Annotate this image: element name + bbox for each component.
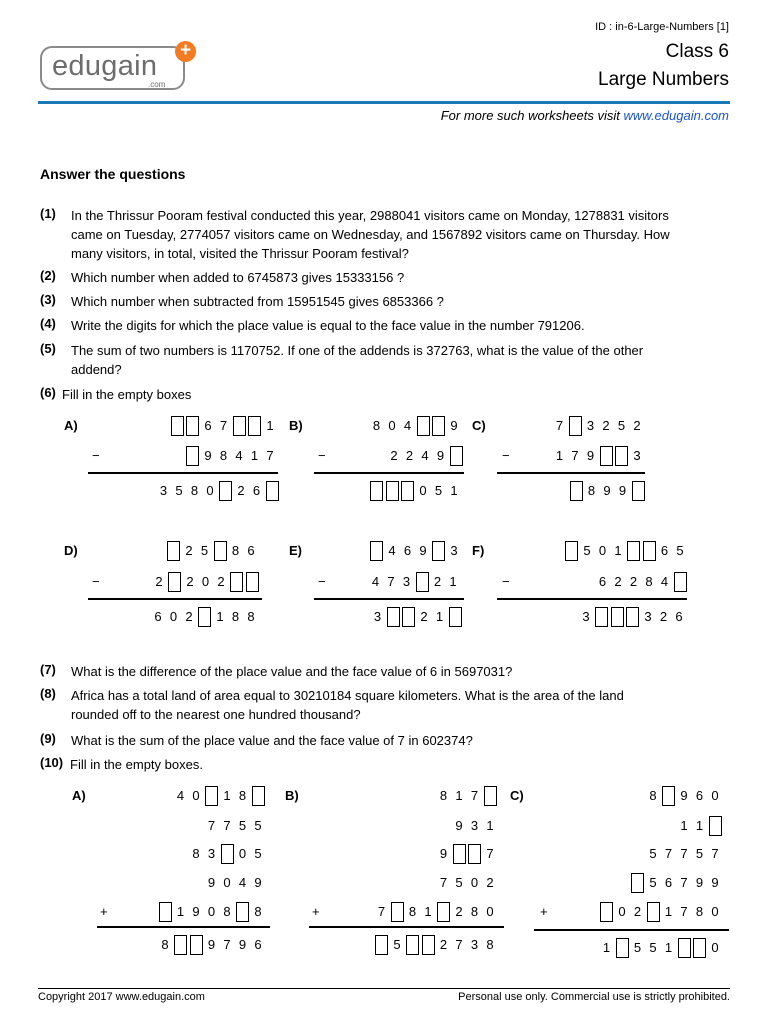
question-text-8: Africa has a total land of area equal to 30210184 square kilometers. What is the area of the land rounded off to the nearest one hundred thousand? bbox=[71, 688, 624, 722]
digit: 0 bbox=[470, 875, 479, 890]
question-text-6: Fill in the empty boxes bbox=[62, 387, 192, 402]
digit: 1 bbox=[435, 609, 444, 624]
digit: 5 bbox=[200, 543, 209, 558]
operator-sign: − bbox=[318, 448, 326, 463]
sum-line bbox=[97, 926, 270, 928]
answer-box[interactable] bbox=[370, 481, 383, 501]
operator-sign: + bbox=[100, 904, 108, 919]
answer-box[interactable] bbox=[171, 416, 184, 436]
digit: 8 bbox=[587, 483, 596, 498]
sum-line bbox=[497, 472, 645, 474]
digit: 0 bbox=[711, 904, 719, 919]
answer-box[interactable] bbox=[221, 844, 234, 864]
digit: 5 bbox=[649, 940, 657, 955]
footer-copyright: Copyright 2017 www.edugain.com bbox=[38, 991, 205, 1003]
operator-sign: − bbox=[502, 448, 510, 463]
digit: 2 bbox=[433, 574, 442, 589]
answer-box[interactable] bbox=[632, 481, 645, 501]
digit: 9 bbox=[192, 904, 200, 919]
digit: 2 bbox=[486, 875, 494, 890]
digit: 4 bbox=[238, 875, 247, 890]
digit: 6 bbox=[254, 937, 262, 952]
digit: 7 bbox=[680, 846, 688, 861]
digit: 1 bbox=[664, 940, 673, 955]
digit: 6 bbox=[403, 543, 412, 558]
question-text-9: What is the sum of the place value and the face value of 7 in 602374? bbox=[71, 733, 473, 748]
worksheet-id: ID : in-6-Large-Numbers [1] bbox=[595, 21, 729, 33]
digit: 3 bbox=[586, 418, 595, 433]
digit: 1 bbox=[449, 574, 457, 589]
digit: 2 bbox=[405, 448, 414, 463]
digit: 2 bbox=[390, 448, 398, 463]
answer-box[interactable] bbox=[186, 416, 199, 436]
digit: 9 bbox=[238, 937, 247, 952]
digit: 8 bbox=[486, 937, 494, 952]
digit: 1 bbox=[250, 448, 259, 463]
question-text-1: In the Thrissur Pooram festival conducted this year, 2988041 visitors came on Monday, 1278831 visitors came on Tuesday, 2774057 visitors came on Wednesday, and 1567892 visitors came on Thursday. How many visitors, in total, visited the Thrissur Pooram festival? bbox=[71, 208, 670, 261]
digit: 7 bbox=[486, 846, 494, 861]
topic-title: Large Numbers bbox=[598, 69, 729, 90]
digit: 0 bbox=[192, 788, 200, 803]
footer-divider bbox=[38, 988, 730, 989]
digit: 2 bbox=[602, 418, 610, 433]
digit: 9 bbox=[586, 448, 595, 463]
puzzle-label: A) bbox=[72, 788, 86, 803]
digit: 1 bbox=[664, 904, 673, 919]
digit: 9 bbox=[450, 418, 458, 433]
edugain-link[interactable]: www.edugain.com bbox=[623, 108, 729, 123]
question-number-8: (8) bbox=[40, 686, 56, 701]
puzzle-label: B) bbox=[285, 788, 299, 803]
answer-box[interactable] bbox=[230, 572, 243, 592]
digit: 0 bbox=[711, 940, 719, 955]
digit: 2 bbox=[659, 609, 668, 624]
digit: 0 bbox=[207, 904, 216, 919]
answer-box[interactable] bbox=[198, 607, 211, 627]
digit: 3 bbox=[402, 574, 411, 589]
answer-box[interactable] bbox=[595, 607, 608, 627]
digit: 5 bbox=[617, 418, 626, 433]
digit: 5 bbox=[175, 483, 183, 498]
digit: 7 bbox=[219, 418, 228, 433]
footer-usage-note: Personal use only. Commercial use is strictly prohibited. bbox=[458, 991, 730, 1003]
answer-box[interactable] bbox=[450, 446, 463, 466]
digit: 8 bbox=[470, 904, 479, 919]
logo-subtext: .com bbox=[148, 80, 166, 89]
digit: 5 bbox=[455, 875, 463, 890]
digit: 9 bbox=[711, 875, 719, 890]
digit: 2 bbox=[185, 543, 193, 558]
answer-box[interactable] bbox=[422, 935, 435, 955]
digit: 5 bbox=[649, 846, 657, 861]
digit: 3 bbox=[633, 448, 641, 463]
answer-box[interactable] bbox=[174, 935, 187, 955]
digit: 8 bbox=[238, 788, 247, 803]
digit: 8 bbox=[645, 574, 653, 589]
class-title: Class 6 bbox=[665, 41, 729, 62]
digit: 3 bbox=[470, 818, 479, 833]
answer-box[interactable] bbox=[611, 607, 624, 627]
digit: 8 bbox=[223, 904, 231, 919]
answer-box[interactable] bbox=[266, 481, 279, 501]
digit: 8 bbox=[695, 904, 704, 919]
digit: 4 bbox=[660, 574, 669, 589]
puzzle-label: C) bbox=[510, 788, 524, 803]
digit bbox=[171, 446, 184, 466]
question-text-2: Which number when added to 6745873 gives 15333156 ? bbox=[71, 270, 405, 285]
digit: 7 bbox=[470, 788, 479, 803]
digit: 7 bbox=[223, 818, 231, 833]
question-number-4: (4) bbox=[40, 316, 56, 331]
more-prefix: For more such worksheets visit bbox=[440, 108, 624, 123]
question-number-3: (3) bbox=[40, 292, 56, 307]
digit: 1 bbox=[455, 788, 463, 803]
puzzle-label: D) bbox=[64, 543, 78, 558]
digit: 1 bbox=[223, 788, 231, 803]
digit: 3 bbox=[450, 543, 458, 558]
answer-box[interactable] bbox=[484, 786, 497, 806]
digit: 9 bbox=[603, 483, 611, 498]
operator-sign: + bbox=[312, 904, 320, 919]
digit: 8 bbox=[254, 904, 262, 919]
question-text-4: Write the digits for which the place value is equal to the face value in the number 791206. bbox=[71, 318, 585, 333]
more-worksheets-note bbox=[441, 108, 729, 123]
digit: 5 bbox=[695, 846, 704, 861]
sum-line bbox=[497, 598, 687, 600]
answer-box[interactable] bbox=[432, 416, 445, 436]
answer-box[interactable] bbox=[252, 786, 265, 806]
answer-box[interactable] bbox=[678, 938, 691, 958]
digit: 1 bbox=[450, 483, 458, 498]
digit: 4 bbox=[235, 448, 243, 463]
answer-box[interactable] bbox=[643, 541, 656, 561]
digit: 6 bbox=[664, 875, 673, 890]
digit: 2 bbox=[155, 574, 163, 589]
digit: 5 bbox=[254, 846, 262, 861]
answer-box[interactable] bbox=[600, 902, 613, 922]
digit: 8 bbox=[247, 609, 255, 624]
digit: 8 bbox=[439, 788, 448, 803]
answer-box[interactable] bbox=[205, 786, 218, 806]
answer-box[interactable] bbox=[391, 902, 404, 922]
question-number-1: (1) bbox=[40, 206, 56, 221]
sum-line bbox=[88, 598, 262, 600]
digit: 4 bbox=[176, 788, 185, 803]
digit: 2 bbox=[629, 574, 638, 589]
question-text-5: The sum of two numbers is 1170752. If one of the addends is 372763, what is the value of the other addend? bbox=[71, 343, 644, 377]
logo-plus-icon: + bbox=[175, 41, 196, 62]
puzzle-label: C) bbox=[472, 418, 486, 433]
operator-sign: − bbox=[502, 574, 510, 589]
digit: 9 bbox=[455, 818, 463, 833]
digit: 2 bbox=[614, 574, 622, 589]
digit: 4 bbox=[371, 574, 380, 589]
digit: 2 bbox=[455, 904, 463, 919]
puzzle-label: E) bbox=[289, 543, 302, 558]
answer-box[interactable] bbox=[406, 935, 419, 955]
digit: 4 bbox=[421, 448, 429, 463]
sum-line bbox=[88, 472, 278, 474]
answer-box[interactable] bbox=[468, 844, 481, 864]
digit: 9 bbox=[695, 875, 704, 890]
digit: 2 bbox=[186, 574, 194, 589]
digit: 7 bbox=[266, 448, 274, 463]
digit: 1 bbox=[176, 904, 185, 919]
answer-box[interactable] bbox=[449, 607, 462, 627]
answer-box[interactable] bbox=[616, 938, 629, 958]
digit: 1 bbox=[266, 418, 274, 433]
digit: 3 bbox=[207, 846, 216, 861]
answer-box[interactable] bbox=[417, 416, 430, 436]
digit: 4 bbox=[403, 418, 412, 433]
digit: 6 bbox=[675, 609, 683, 624]
digit: 0 bbox=[486, 904, 494, 919]
answer-box[interactable] bbox=[626, 607, 639, 627]
question-text-7: What is the difference of the place value and the face value of 6 in 5697031? bbox=[71, 664, 513, 679]
operator-sign: + bbox=[540, 904, 548, 919]
answer-box[interactable] bbox=[375, 935, 388, 955]
digit: 9 bbox=[436, 448, 445, 463]
digit: 5 bbox=[238, 818, 247, 833]
digit: 0 bbox=[206, 483, 214, 498]
answer-box[interactable] bbox=[219, 481, 232, 501]
digit: 9 bbox=[207, 937, 216, 952]
operator-sign: − bbox=[318, 574, 326, 589]
digit: 7 bbox=[455, 937, 463, 952]
digit: 7 bbox=[664, 846, 673, 861]
digit: 8 bbox=[219, 448, 228, 463]
digit: 6 bbox=[252, 483, 261, 498]
digit: 0 bbox=[201, 574, 210, 589]
answer-box[interactable] bbox=[662, 786, 675, 806]
answer-box[interactable] bbox=[186, 446, 199, 466]
sum-line bbox=[314, 472, 464, 474]
digit: 5 bbox=[583, 543, 591, 558]
digit: 9 bbox=[207, 875, 216, 890]
digit: 9 bbox=[618, 483, 627, 498]
digit: 1 bbox=[486, 818, 494, 833]
digit: 8 bbox=[231, 609, 240, 624]
question-number-2: (2) bbox=[40, 268, 56, 283]
digit: 0 bbox=[388, 418, 396, 433]
answer-box[interactable] bbox=[370, 541, 383, 561]
digit: 1 bbox=[424, 904, 432, 919]
digit: 1 bbox=[695, 818, 704, 833]
question-number-7: (7) bbox=[40, 662, 56, 677]
digit: 0 bbox=[598, 543, 607, 558]
digit: 8 bbox=[192, 846, 200, 861]
digit: 8 bbox=[231, 543, 240, 558]
digit: 8 bbox=[408, 904, 417, 919]
digit: 7 bbox=[387, 574, 395, 589]
answer-box[interactable] bbox=[693, 938, 706, 958]
answer-box[interactable] bbox=[402, 607, 415, 627]
answer-box[interactable] bbox=[387, 607, 400, 627]
digit: 9 bbox=[204, 448, 212, 463]
digit: 7 bbox=[223, 937, 231, 952]
digit: 6 bbox=[598, 574, 607, 589]
question-number-5: (5) bbox=[40, 341, 56, 356]
digit: 2 bbox=[439, 937, 448, 952]
answer-box[interactable] bbox=[167, 541, 180, 561]
digit: 5 bbox=[676, 543, 684, 558]
digit: 7 bbox=[571, 448, 579, 463]
digit: 5 bbox=[434, 483, 443, 498]
question-text-3: Which number when subtracted from 15951545 gives 6853366 ? bbox=[71, 294, 444, 309]
digit: 9 bbox=[439, 846, 448, 861]
digit: 2 bbox=[633, 418, 641, 433]
digit: 0 bbox=[618, 904, 626, 919]
answer-box[interactable] bbox=[386, 481, 399, 501]
answer-box[interactable] bbox=[214, 541, 227, 561]
answer-box[interactable] bbox=[246, 572, 259, 592]
answer-box[interactable] bbox=[190, 935, 203, 955]
answer-box[interactable] bbox=[647, 902, 660, 922]
section-title: Answer the questions bbox=[40, 166, 186, 182]
digit: 3 bbox=[582, 609, 590, 624]
digit: 1 bbox=[680, 818, 688, 833]
answer-box[interactable] bbox=[569, 416, 582, 436]
digit: 1 bbox=[216, 609, 224, 624]
digit: 0 bbox=[711, 788, 719, 803]
digit: 9 bbox=[680, 788, 688, 803]
digit: 0 bbox=[419, 483, 427, 498]
digit: 7 bbox=[377, 904, 386, 919]
question-number-9: (9) bbox=[40, 731, 56, 746]
answer-box[interactable] bbox=[401, 481, 414, 501]
digit: 1 bbox=[602, 940, 611, 955]
answer-box[interactable] bbox=[432, 541, 445, 561]
digit: 3 bbox=[644, 609, 652, 624]
answer-box[interactable] bbox=[600, 446, 613, 466]
puzzle-label: B) bbox=[289, 418, 303, 433]
digit: 8 bbox=[649, 788, 657, 803]
answer-box[interactable] bbox=[236, 902, 249, 922]
logo-text: edugain bbox=[52, 50, 158, 82]
digit: 7 bbox=[680, 875, 688, 890]
answer-box[interactable] bbox=[627, 541, 640, 561]
question-number-6: (6) bbox=[40, 385, 56, 400]
digit: 1 bbox=[614, 543, 622, 558]
answer-box[interactable] bbox=[233, 416, 246, 436]
answer-box[interactable] bbox=[453, 844, 466, 864]
digit: 8 bbox=[161, 937, 169, 952]
digit: 5 bbox=[393, 937, 401, 952]
operator-sign: − bbox=[92, 448, 100, 463]
digit: 8 bbox=[190, 483, 199, 498]
question-number-10: (10) bbox=[40, 755, 64, 770]
puzzle-label: F) bbox=[472, 543, 485, 558]
answer-box[interactable] bbox=[168, 572, 181, 592]
header-divider bbox=[38, 101, 730, 104]
answer-box[interactable] bbox=[248, 416, 261, 436]
sum-line bbox=[309, 926, 504, 928]
digit: 2 bbox=[633, 904, 642, 919]
digit: 7 bbox=[555, 418, 564, 433]
answer-box[interactable] bbox=[709, 816, 722, 836]
answer-box[interactable] bbox=[615, 446, 628, 466]
answer-box[interactable] bbox=[570, 481, 583, 501]
digit: 2 bbox=[217, 574, 225, 589]
digit: 7 bbox=[207, 818, 216, 833]
answer-box[interactable] bbox=[437, 902, 450, 922]
digit: 0 bbox=[238, 846, 247, 861]
question-text-10: Fill in the empty boxes. bbox=[70, 757, 203, 772]
digit: 7 bbox=[680, 904, 688, 919]
digit: 5 bbox=[633, 940, 642, 955]
digit: 4 bbox=[388, 543, 396, 558]
digit: 2 bbox=[420, 609, 428, 624]
digit: 3 bbox=[159, 483, 168, 498]
digit: 8 bbox=[372, 418, 381, 433]
digit: 0 bbox=[223, 875, 231, 890]
digit: 3 bbox=[470, 937, 479, 952]
answer-box[interactable] bbox=[416, 572, 429, 592]
puzzle-label: A) bbox=[64, 418, 78, 433]
digit: 3 bbox=[373, 609, 382, 624]
digit: 6 bbox=[660, 543, 669, 558]
sum-line bbox=[534, 929, 729, 931]
digit: 1 bbox=[555, 448, 564, 463]
digit: 6 bbox=[154, 609, 162, 624]
answer-box[interactable] bbox=[674, 572, 687, 592]
digit: 0 bbox=[169, 609, 178, 624]
digit: 7 bbox=[711, 846, 719, 861]
digit: 6 bbox=[695, 788, 704, 803]
answer-box[interactable] bbox=[631, 873, 644, 893]
digit: 9 bbox=[254, 875, 262, 890]
answer-box[interactable] bbox=[159, 902, 172, 922]
sum-line bbox=[314, 598, 464, 600]
operator-sign: − bbox=[92, 574, 100, 589]
digit: 7 bbox=[439, 875, 448, 890]
digit: 5 bbox=[649, 875, 657, 890]
digit: 6 bbox=[204, 418, 212, 433]
digit: 2 bbox=[237, 483, 245, 498]
digit: 6 bbox=[247, 543, 255, 558]
digit: 2 bbox=[185, 609, 193, 624]
digit bbox=[372, 446, 385, 466]
answer-box[interactable] bbox=[565, 541, 578, 561]
digit: 9 bbox=[419, 543, 427, 558]
digit: 5 bbox=[254, 818, 262, 833]
